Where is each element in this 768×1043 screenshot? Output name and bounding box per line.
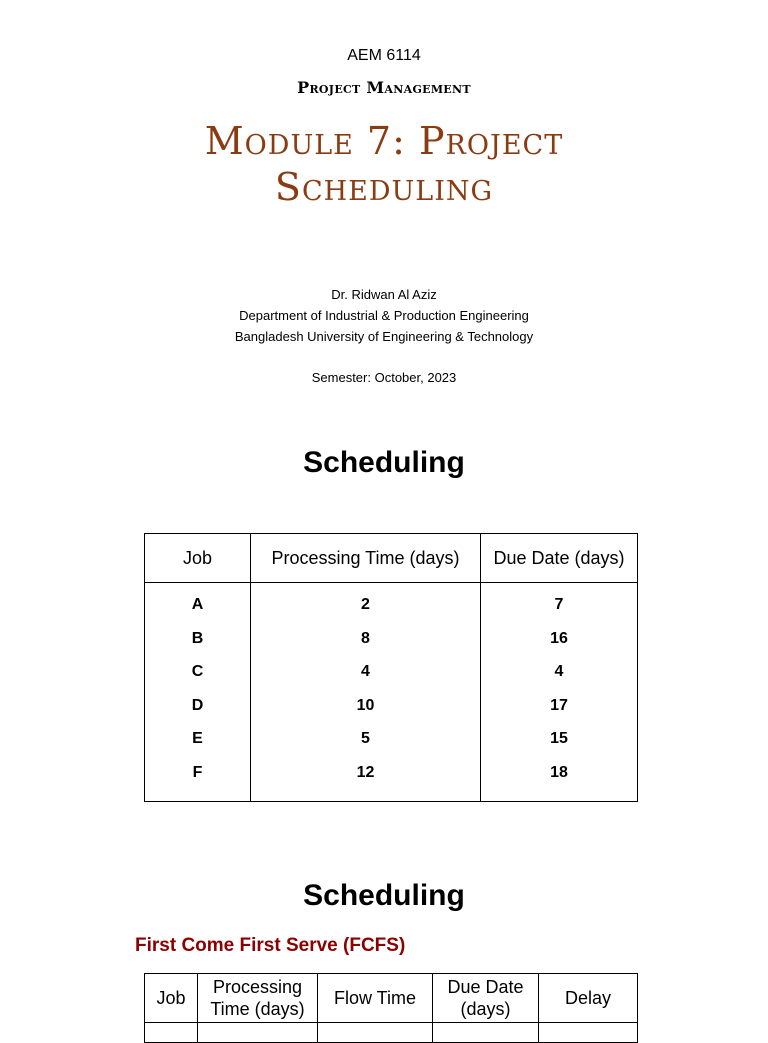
processing-time-cell: 5	[361, 730, 370, 748]
job-cell: B	[191, 629, 204, 647]
due-date-cell: 15	[550, 730, 568, 748]
slide-heading: Scheduling	[303, 879, 465, 912]
job-cell: D	[191, 696, 204, 714]
job-table	[144, 533, 638, 802]
course-code: AEM 6114	[347, 47, 421, 64]
header-processing-time: Processing Time (days)	[271, 547, 460, 568]
header-due-date: Due Date (days)	[493, 547, 625, 568]
header-job: Job	[156, 988, 186, 1008]
job-cell: F	[192, 763, 203, 781]
processing-time-cell: 10	[356, 696, 375, 714]
header-job: Job	[182, 547, 213, 568]
fcfs-table	[144, 973, 638, 1043]
due-date-column	[481, 594, 637, 796]
module-title-line2: Scheduling	[274, 165, 494, 209]
processing-time-cell: 8	[361, 629, 370, 647]
slide-heading: Scheduling	[303, 446, 465, 479]
method-subheading: First Come First Serve (FCFS)	[135, 935, 406, 956]
processing-time-cell: 2	[361, 596, 370, 613]
header-delay: Delay	[564, 988, 612, 1008]
university-name: Bangladesh University of Engineering & Technology	[234, 329, 534, 344]
department-name: Department of Industrial & Production Engineering	[239, 308, 529, 323]
due-date-cell: 7	[554, 596, 564, 613]
course-name: Project Management	[297, 78, 471, 97]
module-title-line1: Module 7: Project	[204, 119, 564, 163]
due-date-cell: 16	[550, 629, 568, 647]
processing-time-cell: 12	[356, 763, 375, 781]
due-date-cell: 4	[554, 663, 564, 681]
job-cell: A	[191, 596, 204, 613]
header-due-date: Due Date (days)	[447, 977, 524, 1019]
header-divider	[145, 1022, 637, 1023]
processing-time-column	[251, 594, 480, 796]
header-flow-time: Flow Time	[333, 988, 416, 1008]
job-cell: E	[192, 730, 203, 748]
job-cell: C	[191, 663, 204, 681]
due-date-cell: 18	[550, 763, 568, 781]
processing-time-cell: 4	[361, 663, 370, 681]
author-block	[0, 284, 768, 347]
author-name: Dr. Ridwan Al Aziz	[331, 287, 437, 302]
module-title	[0, 118, 768, 210]
due-date-cell: 17	[550, 696, 568, 714]
header-processing-time: Processing Time (days)	[210, 977, 305, 1019]
semester: Semester: October, 2023	[311, 370, 457, 385]
header-divider	[145, 582, 637, 583]
job-column	[145, 594, 250, 796]
